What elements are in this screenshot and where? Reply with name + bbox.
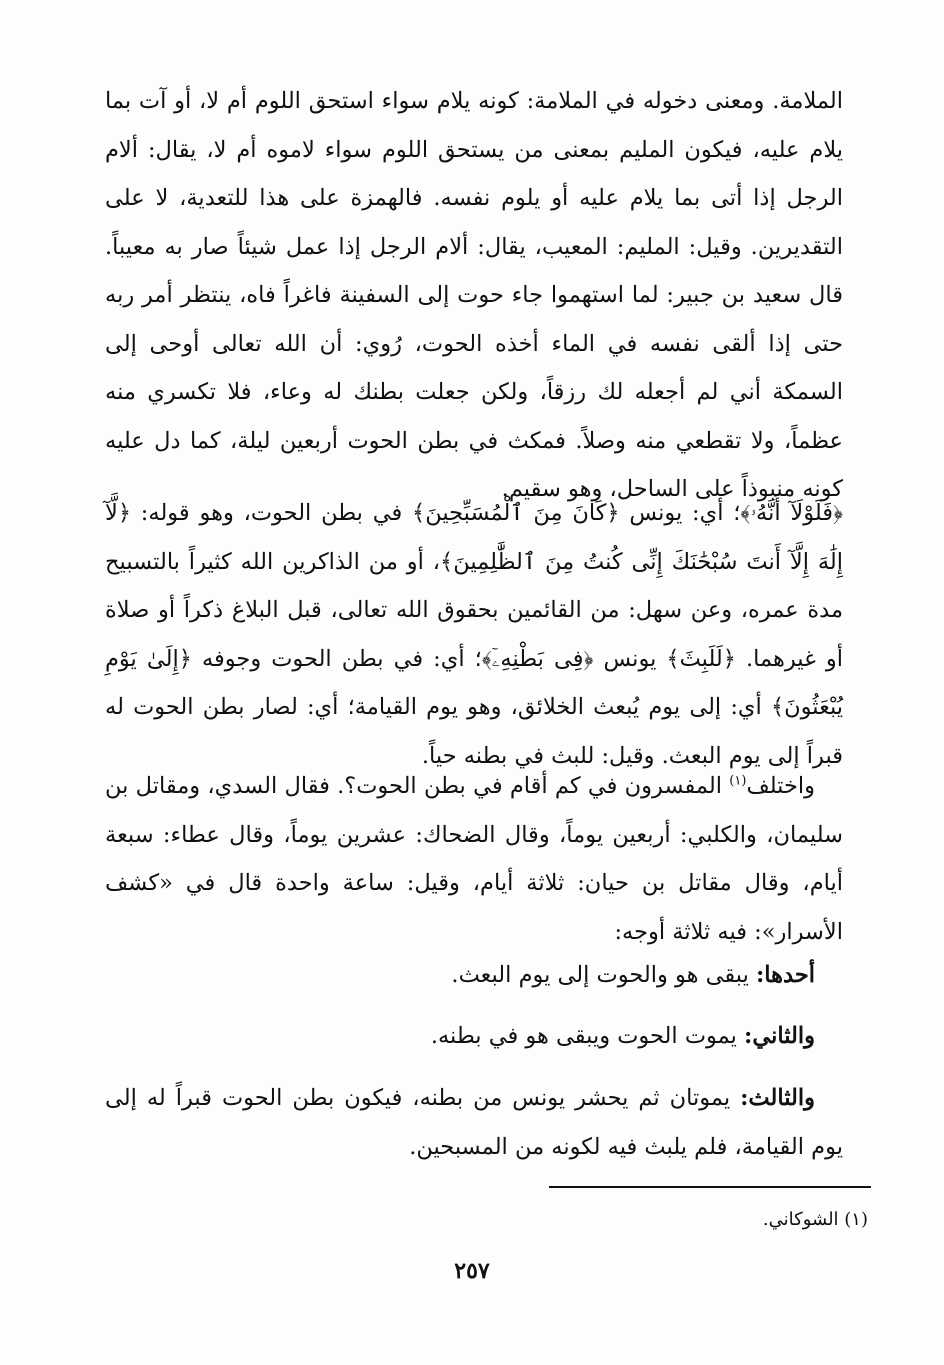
paragraph-1 (105, 77, 843, 514)
point-text: يموت الحوت ويبقى هو في بطنه. (430, 1023, 745, 1049)
point-second (105, 1012, 843, 1061)
paragraph-1-text: الملامة. ومعنى دخوله في الملامة: كونه يلام سواء استحق اللوم أم لا، أو آت بما يلام عليه، فيكون المليم بمعنى من يستحق اللوم سواء لاموه أم لا، يقال: ألام الرجل إذا أتى بما يلام عليه أو يلوم نفسه. فالهمزة على هذا للتعدية، لا على التقديرين. وقيل: المليم: المعيب، يقال: ألام الرجل إذا عمل شيئاً صار به معيباً. قال سعيد بن جبير: لما استهموا جاء حوت إلى السفينة فاغراً فاه، ينتظر أمر ربه حتى إذا ألقى نفسه في الماء أخذه الحوت، رُوي: أن الله تعالى أوحى إلى السمكة أني لم أجعله لك رزقاً، ولكن جعلت بطنك له وعاء، فلا تكسري منه عظماً، ولا تقطعي منه وصلاً. فمكث في بطن الحوت أربعين ليلة، كما دل عليه كونه منبوذاً على الساحل، وهو سقيم. (105, 88, 843, 502)
commentary-text: ؛ أي: في بطن الحوت وجوفه (191, 645, 482, 672)
point-label: أحدها: (756, 962, 815, 988)
point-text: يموتان ثم يحشر يونس من بطنه، فيكون بطن الحوت قبراً له إلى يوم القيامة، فلم يلبث فيه لكونه من المسبحين. (105, 1085, 843, 1160)
paragraph-3-rest: المفسرون في كم أقام في بطن الحوت؟. فقال السدي، ومقاتل بن سليمان، والكلبي: أربعين يوماً، وقال الضحاك: عشرين يوماً، وقال عطاء: سبعة أيام، وقال مقاتل بن حيان: ثلاثة أيام، وقيل: ساعة واحدة قال في «كشف الأسرار»: فيه ثلاثة أوجه: (105, 773, 843, 945)
quran-quote: ﴿فِى بَطْنِهِۦٓ﴾ (481, 645, 594, 672)
page-number: ٢٥٧ (454, 1258, 490, 1284)
footnote-separator (549, 1186, 871, 1188)
point-first (105, 951, 843, 1000)
point-label: والثاني: (744, 1023, 815, 1049)
commentary-text: في بطن الحوت، وهو قوله: (131, 500, 413, 526)
paragraph-3 (105, 762, 843, 956)
point-label: والثالث: (740, 1085, 815, 1111)
paragraph-3-start: واختلف (746, 773, 815, 799)
quran-quote: ﴿إِلَىٰ يَوْمِ يُبْعَثُونَ﴾ (105, 645, 843, 720)
commentary-text: ؛ أي: يونس (619, 500, 741, 526)
quran-quote: ﴿فَلَوْلَآ أَنَّهُۥ﴾ (740, 500, 844, 526)
point-first-text (105, 951, 843, 1000)
quran-quote: ﴿لَلَبِثَ﴾ (666, 645, 736, 672)
paragraph-2 (105, 489, 843, 780)
point-third-text (105, 1074, 843, 1171)
commentary-text: أي: إلى يوم يُبعث الخلائق، وهو يوم القيامة؛ أي: لصار بطن الحوت له قبراً إلى يوم البعث. وقيل: للبث في بطنه حياً. (105, 694, 843, 769)
quran-quote: ﴿كَانَ مِنَ ٱلْمُسَبِّحِينَ﴾ (412, 500, 620, 526)
paragraph-3-text (105, 762, 843, 956)
commentary-text: ، أو من الذاكرين الله كثيراً بالتسبيح مدة عمره، وعن سهل: من القائمين بحقوق الله تعالى، قبل البلاغ ذكراً أو صلاة أو غيرهما. (105, 548, 844, 672)
paragraph-2-text (105, 489, 843, 780)
footnote-reference[interactable]: (١) (729, 773, 747, 789)
commentary-text: يونس (593, 645, 667, 672)
point-text: يبقى هو والحوت إلى يوم البعث. (451, 962, 756, 988)
quran-quote: ﴿لَّآ إِلَٰهَ إِلَّآ أَنتَ سُبْحَٰنَكَ إِنِّى كُنتُ مِنَ ٱلظَّٰلِمِينَ﴾ (105, 500, 844, 575)
footnote: (١) الشوكاني. (762, 1209, 868, 1230)
point-third (105, 1074, 843, 1171)
point-second-text (105, 1012, 843, 1061)
